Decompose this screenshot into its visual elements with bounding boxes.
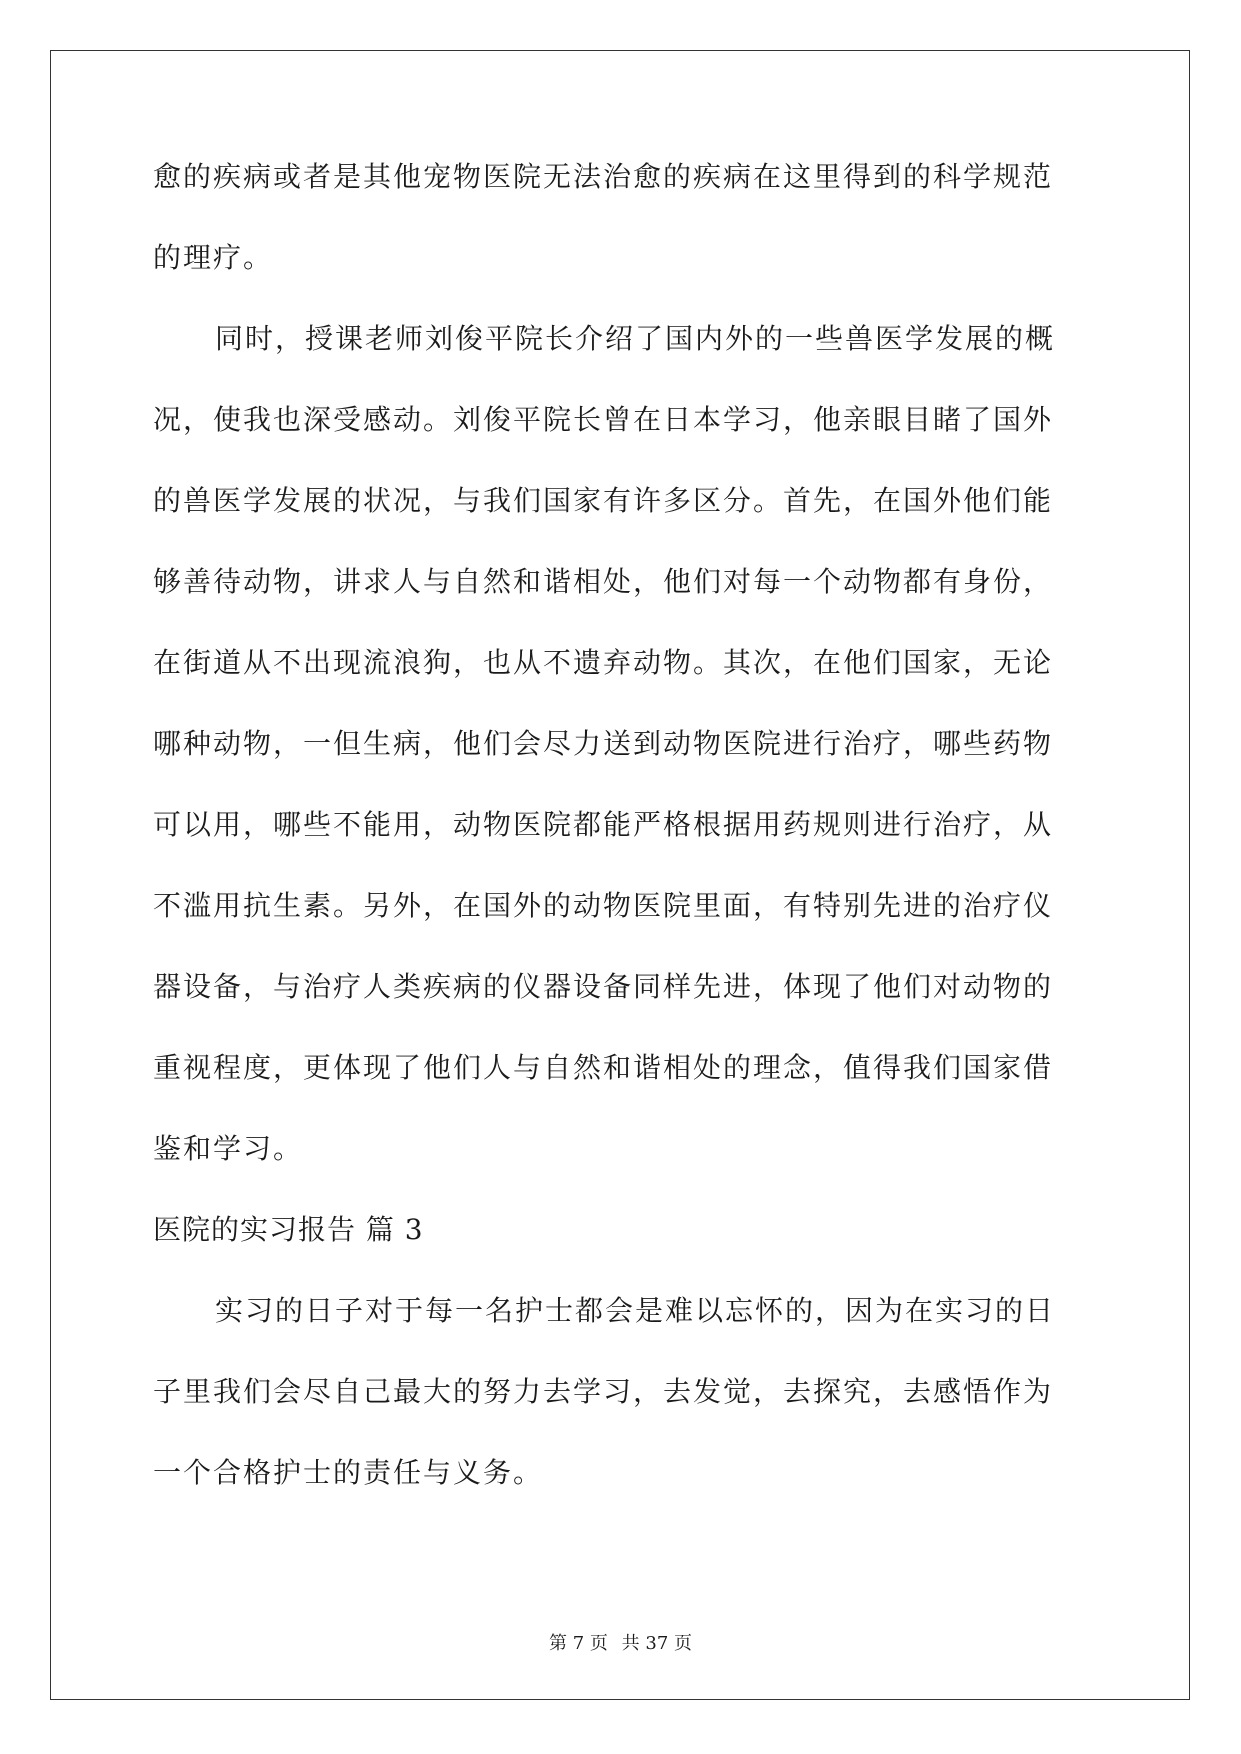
text-line: 可以用，哪些不能用，动物医院都能严格根据用药规则进行治疗，从 <box>153 808 1054 841</box>
text-line: 鉴和学习。 <box>153 1132 304 1165</box>
document-body <box>153 161 1089 1538</box>
text-line: 同时，授课老师刘俊平院长介绍了国内外的一些兽医学发展的概 <box>215 322 1056 355</box>
text-line: 不滥用抗生素。另外，在国外的动物医院里面，有特别先进的治疗仪 <box>153 889 1054 922</box>
text-line: 在街道从不出现流浪狗，也从不遗弃动物。其次，在他们国家，无论 <box>153 646 1054 679</box>
text-line: 器设备，与治疗人类疾病的仪器设备同样先进，体现了他们对动物的 <box>153 970 1054 1003</box>
text-line: 子里我们会尽自己最大的努力去学习，去发觉，去探究，去感悟作为 <box>153 1375 1054 1408</box>
text-line: 况，使我也深受感动。刘俊平院长曾在日本学习，他亲眼目睹了国外 <box>153 403 1054 436</box>
text-line: 的理疗。 <box>153 241 274 274</box>
text-line: 的兽医学发展的状况，与我们国家有许多区分。首先，在国外他们能 <box>153 484 1054 517</box>
text-line: 哪种动物，一但生病，他们会尽力送到动物医院进行治疗，哪些药物 <box>153 727 1054 760</box>
current-page-number: 第 7 页 <box>549 1633 608 1654</box>
text-line: 重视程度，更体现了他们人与自然和谐相处的理念，值得我们国家借 <box>153 1051 1054 1084</box>
text-line: 实习的日子对于每一名护士都会是难以忘怀的，因为在实习的日 <box>215 1294 1056 1327</box>
total-pages: 共 37 页 <box>621 1633 692 1654</box>
section-heading: 医院的实习报告 篇 3 <box>153 1213 424 1246</box>
page-footer <box>0 1629 1241 1655</box>
text-line: 愈的疾病或者是其他宠物医院无法治愈的疾病在这里得到的科学规范 <box>153 160 1054 193</box>
text-line: 一个合格护士的责任与义务。 <box>153 1456 544 1489</box>
text-line: 够善待动物，讲求人与自然和谐相处，他们对每一个动物都有身份， <box>153 565 1054 598</box>
